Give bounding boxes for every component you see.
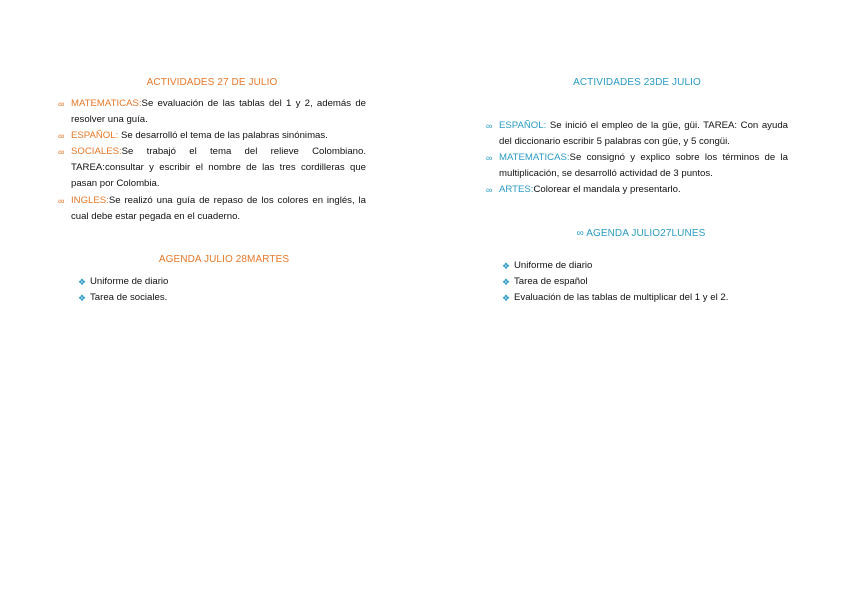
- infinity-bullet-icon: ∞: [58, 195, 65, 206]
- left-agenda-heading: AGENDA JULIO 28MARTES: [158, 254, 290, 265]
- list-item: [58, 128, 366, 144]
- infinity-bullet-icon: ∞: [58, 147, 65, 158]
- list-item: [486, 150, 788, 182]
- list-item: [58, 144, 366, 192]
- diamond-bullet-icon: ❖: [78, 293, 87, 303]
- activity-text: Se desarrolló el tema de las palabras sinónimas.: [118, 130, 328, 142]
- subject-label: ESPAÑOL:: [71, 130, 119, 142]
- agenda-text: Tarea de español: [514, 276, 588, 287]
- diamond-bullet-icon: ❖: [78, 277, 87, 287]
- list-item: [486, 182, 788, 198]
- list-item: [502, 258, 728, 274]
- subject-label: MATEMATICAS:: [499, 152, 570, 164]
- agenda-text: Uniforme de diario: [514, 260, 593, 271]
- activity-text: Se trabajó el tema del relieve Colombiano. TAREA:consultar y escribir el nombre de las tres cordilleras que pasan por Colombia.: [71, 146, 366, 190]
- diamond-bullet-icon: ❖: [502, 277, 511, 287]
- left-agenda-list: [78, 274, 168, 306]
- left-activities-heading: ACTIVIDADES 27 DE JULIO: [146, 77, 278, 88]
- list-item: [78, 290, 168, 306]
- list-item: [58, 96, 366, 128]
- infinity-bullet-icon: ∞: [58, 99, 65, 109]
- agenda-text: Uniforme de diario: [90, 276, 169, 287]
- activity-text: Se evaluación de las tablas del 1 y 2, además de resolver una guía.: [71, 98, 366, 126]
- right-activities-list: [486, 118, 788, 198]
- infinity-bullet-icon: ∞: [486, 185, 493, 196]
- agenda-text: Tarea de sociales.: [90, 292, 168, 303]
- list-item: [58, 193, 366, 225]
- list-item: [502, 274, 728, 290]
- right-activities-heading: ACTIVIDADES 23DE JULIO: [573, 77, 701, 88]
- infinity-bullet-icon: ∞: [58, 131, 65, 142]
- subject-label: MATEMATICAS:: [71, 98, 142, 109]
- right-agenda-heading-text: AGENDA JULIO27LUNES: [586, 228, 706, 239]
- diamond-bullet-icon: ❖: [502, 261, 511, 271]
- list-item: [486, 118, 788, 150]
- list-item: [502, 290, 728, 306]
- diamond-bullet-icon: ❖: [502, 293, 511, 303]
- activity-text: Colorear el mandala y presentarlo.: [533, 184, 681, 196]
- activity-text: Se realizó una guía de repaso de los colores en inglés, la cual debe estar pegada en el cuaderno.: [71, 194, 366, 222]
- right-agenda-list: [502, 258, 728, 306]
- subject-label: SOCIALES:: [71, 146, 122, 158]
- subject-label: ARTES:: [499, 184, 534, 196]
- infinity-bullet-icon: ∞: [486, 121, 493, 131]
- agenda-text: Evaluación de las tablas de multiplicar del 1 y el 2.: [514, 292, 729, 303]
- subject-label: INGLES:: [71, 194, 109, 206]
- right-agenda-heading: [490, 228, 792, 239]
- subject-label: ESPAÑOL:: [499, 120, 547, 131]
- activity-text: Se consignó y explico sobre los términos de la multiplicación, se desarrolló actividad de 3 puntos.: [499, 152, 788, 180]
- list-item: [78, 274, 168, 290]
- infinity-bullet-icon: ∞: [576, 228, 584, 239]
- activity-text: Se inició el empleo de la güe, güi. TAREA: Con ayuda del diccionario escribir 5 palabras con güe, y 5 congüi.: [499, 120, 788, 148]
- left-activities-list: [58, 96, 366, 225]
- infinity-bullet-icon: ∞: [486, 153, 493, 164]
